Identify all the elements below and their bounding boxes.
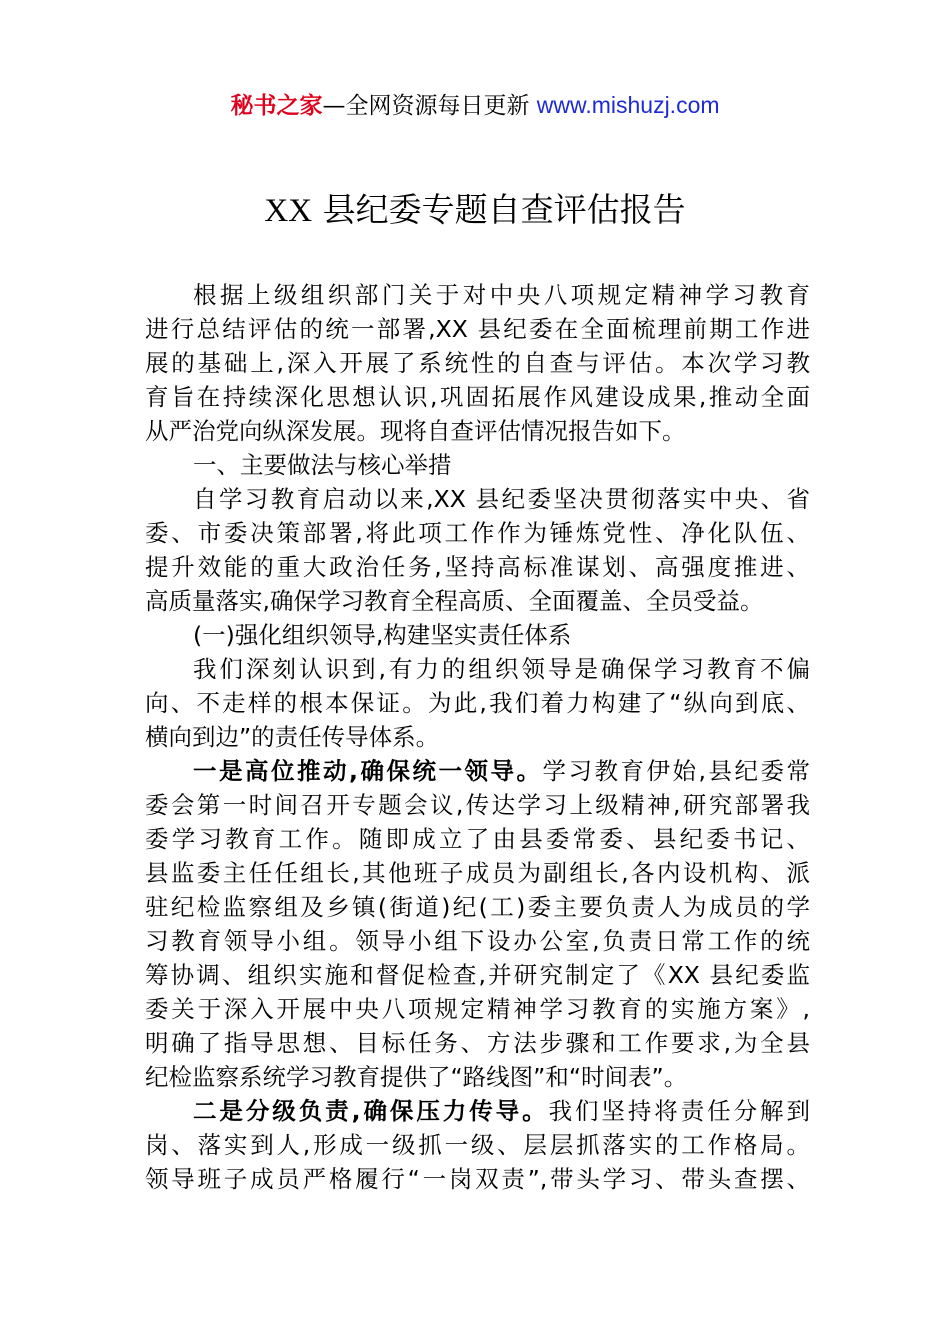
point-text: 学习教育伊始,县纪委常	[542, 757, 810, 785]
body-line: 委关于深入开展中央八项规定精神学习教育的实施方案》,	[145, 995, 810, 1023]
body-line: 委会第一时间召开专题会议,传达学习上级精神,研究部署我	[145, 791, 810, 819]
site-brand: 秘书之家	[230, 93, 323, 119]
site-tagline: —全网资源每日更新	[322, 93, 537, 119]
body-line: 习教育领导小组。领导小组下设办公室,负责日常工作的统	[145, 927, 810, 955]
title-text: 县纪委专题自查评估报告	[312, 190, 686, 229]
body-line: 从严治党向纵深发展。现将自查评估情况报告如下。	[145, 417, 686, 445]
point-text: 我们坚持将责任分解到	[548, 1097, 810, 1125]
body-line: 高质量落实,确保学习教育全程高质、全面覆盖、全员受益。	[145, 587, 764, 615]
document-body	[145, 278, 810, 1196]
body-line: 县监委主任任组长,其他班子成员为副组长,各内设机构、派	[145, 859, 810, 887]
body-line: 委学习教育工作。随即成立了由县委常委、县纪委书记、	[145, 825, 810, 853]
body-line	[145, 754, 810, 788]
body-line: 明确了指导思想、目标任务、方法步骤和工作要求,为全县	[145, 1029, 810, 1057]
body-line: 领导班子成员严格履行“一岗双责”,带头学习、带头查摆、	[145, 1165, 810, 1193]
body-line: 岗、落实到人,形成一级抓一级、层层抓落实的工作格局。	[145, 1131, 810, 1159]
body-line: 向、不走样的根本保证。为此,我们着力构建了“纵向到底、	[145, 689, 810, 717]
body-line: 提升效能的重大政治任务,坚持高标准谋划、高强度推进、	[145, 553, 810, 581]
body-line: 育旨在持续深化思想认识,巩固拓展作风建设成果,推动全面	[145, 383, 810, 411]
body-line: 自学习教育启动以来,XX 县纪委坚决贯彻落实中央、省	[193, 485, 810, 513]
document-title	[0, 188, 950, 233]
point-lead: 一是高位推动,确保统一领导。	[193, 757, 543, 785]
body-line: 纪检监察系统学习教育提供了“路线图”和“时间表”。	[145, 1063, 688, 1091]
site-header	[0, 90, 950, 121]
body-line	[145, 1094, 810, 1128]
body-line: 横向到边”的责任传导体系。	[145, 723, 440, 751]
body-line: 筹协调、组织实施和督促检查,并研究制定了《XX 县纪委监	[145, 961, 810, 989]
subsection-heading: (一)强化组织领导,构建坚实责任体系	[193, 621, 572, 649]
body-line: 展的基础上,深入开展了系统性的自查与评估。本次学习教	[145, 349, 810, 377]
body-line: 进行总结评估的统一部署,XX 县纪委在全面梳理前期工作进	[145, 315, 810, 343]
site-url-link[interactable]: www.mishuzj.com	[536, 92, 720, 118]
body-line: 委、市委决策部署,将此项工作作为锤炼党性、净化队伍、	[145, 519, 810, 547]
point-lead: 二是分级负责,确保压力传导。	[193, 1097, 549, 1125]
body-line: 我们深刻认识到,有力的组织领导是确保学习教育不偏	[193, 655, 810, 683]
body-line: 根据上级组织部门关于对中央八项规定精神学习教育	[193, 281, 810, 309]
body-line: 驻纪检监察组及乡镇(街道)纪(工)委主要负责人为成员的学	[145, 893, 810, 921]
section-heading: 一、主要做法与核心举措	[193, 451, 452, 479]
title-prefix: XX	[264, 193, 313, 229]
